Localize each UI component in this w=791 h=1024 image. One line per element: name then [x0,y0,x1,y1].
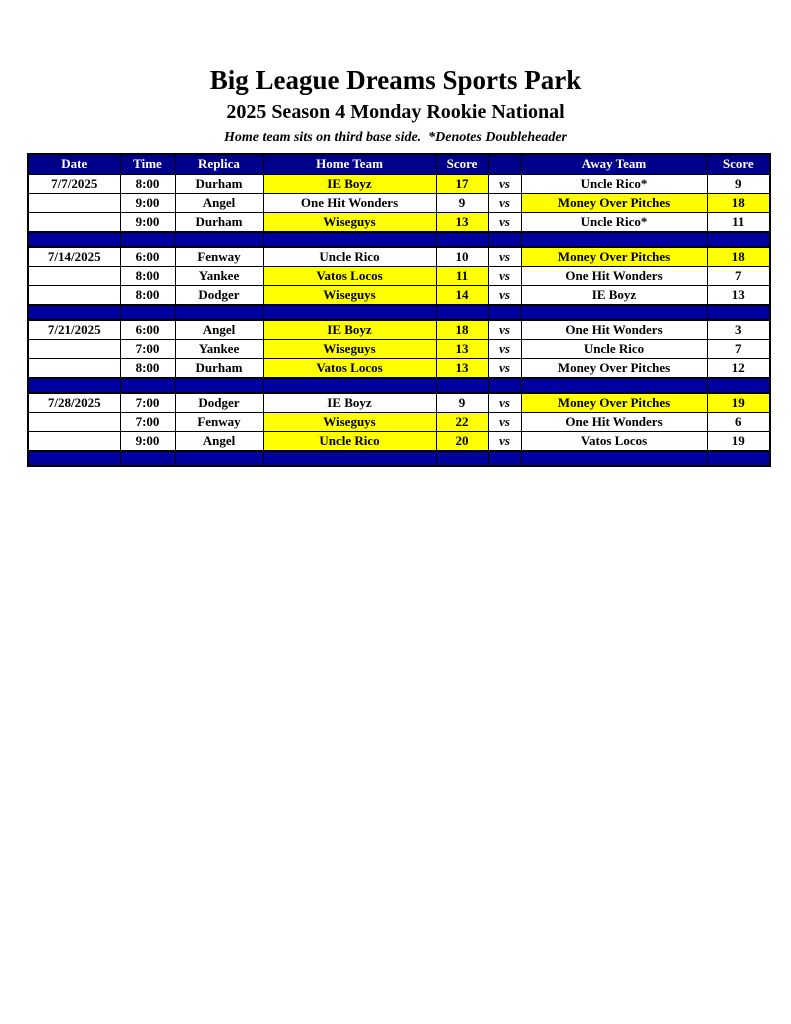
time-cell: 9:00 [120,431,175,451]
separator-row [28,451,770,466]
column-header-replica: Replica [175,154,263,175]
away-team-cell: Uncle Rico* [521,174,707,193]
replica-cell: Dodger [175,285,263,305]
vs-cell: vs [488,431,521,451]
time-cell: 7:00 [120,412,175,431]
vs-cell: vs [488,285,521,305]
separator-cell [436,451,488,466]
away-score-cell: 7 [707,266,770,285]
game-row-7-28-2025-1 [28,412,770,431]
replica-cell: Yankee [175,339,263,358]
separator-cell [707,305,770,320]
away-score-cell: 13 [707,285,770,305]
time-cell: 9:00 [120,193,175,212]
vs-cell: vs [488,247,521,267]
separator-cell [521,305,707,320]
away-team-cell: Uncle Rico [521,339,707,358]
away-score-cell: 11 [707,212,770,232]
home-team-cell: One Hit Wonders [263,193,436,212]
game-row-7-14-2025-2 [28,285,770,305]
date-cell: 7/21/2025 [28,320,120,340]
separator-cell [263,305,436,320]
separator-cell [263,451,436,466]
home-team-cell: Wiseguys [263,339,436,358]
game-row-7-14-2025-0 [28,247,770,267]
away-team-cell: Money Over Pitches [521,358,707,378]
date-cell [28,339,120,358]
table-header-row [28,154,770,175]
column-header-home-team: Home Team [263,154,436,175]
away-score-cell: 19 [707,431,770,451]
separator-row [28,232,770,247]
away-team-cell: One Hit Wonders [521,412,707,431]
home-score-cell: 11 [436,266,488,285]
away-score-cell: 18 [707,247,770,267]
vs-cell: vs [488,412,521,431]
date-cell: 7/28/2025 [28,393,120,413]
away-team-cell: Uncle Rico* [521,212,707,232]
away-score-cell: 19 [707,393,770,413]
vs-cell: vs [488,320,521,340]
separator-cell [707,232,770,247]
home-team-cell: Uncle Rico [263,431,436,451]
replica-cell: Durham [175,174,263,193]
date-cell [28,431,120,451]
vs-cell: vs [488,174,521,193]
separator-cell [521,232,707,247]
column-header-vs [488,154,521,175]
separator-row [28,305,770,320]
separator-cell [521,378,707,393]
separator-cell [175,451,263,466]
separator-cell [436,232,488,247]
home-score-cell: 22 [436,412,488,431]
home-team-cell: Uncle Rico [263,247,436,267]
home-team-cell: IE Boyz [263,393,436,413]
home-score-cell: 10 [436,247,488,267]
separator-cell [488,232,521,247]
game-row-7-28-2025-0 [28,393,770,413]
replica-cell: Angel [175,193,263,212]
date-cell: 7/7/2025 [28,174,120,193]
separator-cell [488,378,521,393]
page-note: Home team sits on third base side. *Denotes Doubleheader [224,129,567,145]
away-score-cell: 6 [707,412,770,431]
home-score-cell: 17 [436,174,488,193]
page-subtitle: 2025 Season 4 Monday Rookie National [226,100,565,123]
game-row-7-28-2025-2 [28,431,770,451]
replica-cell: Yankee [175,266,263,285]
game-row-7-7-2025-1 [28,193,770,212]
time-cell: 8:00 [120,285,175,305]
column-header-date: Date [28,154,120,175]
away-team-cell: One Hit Wonders [521,320,707,340]
separator-cell [436,378,488,393]
separator-cell [175,232,263,247]
replica-cell: Durham [175,358,263,378]
time-cell: 9:00 [120,212,175,232]
separator-cell [28,305,120,320]
game-row-7-21-2025-1 [28,339,770,358]
away-score-cell: 18 [707,193,770,212]
separator-cell [120,232,175,247]
away-score-cell: 9 [707,174,770,193]
vs-cell: vs [488,393,521,413]
away-team-cell: Money Over Pitches [521,247,707,267]
date-cell [28,358,120,378]
vs-cell: vs [488,193,521,212]
title-block [0,0,791,146]
home-team-cell: Vatos Locos [263,358,436,378]
home-team-cell: IE Boyz [263,174,436,193]
schedule-table [27,153,771,467]
away-score-cell: 3 [707,320,770,340]
game-row-7-21-2025-2 [28,358,770,378]
vs-cell: vs [488,266,521,285]
vs-cell: vs [488,212,521,232]
game-row-7-14-2025-1 [28,266,770,285]
home-team-cell: Wiseguys [263,212,436,232]
home-score-cell: 9 [436,193,488,212]
separator-cell [175,305,263,320]
separator-cell [28,232,120,247]
date-cell [28,285,120,305]
separator-cell [28,378,120,393]
home-score-cell: 9 [436,393,488,413]
separator-cell [263,378,436,393]
date-cell [28,193,120,212]
vs-cell: vs [488,358,521,378]
replica-cell: Angel [175,320,263,340]
away-score-cell: 12 [707,358,770,378]
home-team-cell: Wiseguys [263,285,436,305]
home-score-cell: 20 [436,431,488,451]
date-cell [28,266,120,285]
separator-cell [488,451,521,466]
home-score-cell: 13 [436,358,488,378]
replica-cell: Durham [175,212,263,232]
time-cell: 6:00 [120,320,175,340]
time-cell: 7:00 [120,339,175,358]
separator-cell [175,378,263,393]
time-cell: 8:00 [120,358,175,378]
home-score-cell: 14 [436,285,488,305]
date-cell [28,212,120,232]
home-team-cell: IE Boyz [263,320,436,340]
date-cell [28,412,120,431]
replica-cell: Angel [175,431,263,451]
separator-cell [436,305,488,320]
time-cell: 7:00 [120,393,175,413]
away-team-cell: IE Boyz [521,285,707,305]
page-title: Big League Dreams Sports Park [209,65,582,95]
separator-cell [120,378,175,393]
separator-cell [707,378,770,393]
time-cell: 6:00 [120,247,175,267]
game-row-7-7-2025-2 [28,212,770,232]
replica-cell: Fenway [175,247,263,267]
column-header-away-team: Away Team [521,154,707,175]
home-score-cell: 13 [436,212,488,232]
separator-cell [120,451,175,466]
separator-cell [488,305,521,320]
date-cell: 7/14/2025 [28,247,120,267]
home-team-cell: Vatos Locos [263,266,436,285]
column-header-time: Time [120,154,175,175]
replica-cell: Fenway [175,412,263,431]
separator-cell [521,451,707,466]
away-team-cell: Money Over Pitches [521,193,707,212]
time-cell: 8:00 [120,174,175,193]
column-header-away-score: Score [707,154,770,175]
separator-cell [28,451,120,466]
schedule-body [28,174,770,466]
away-team-cell: One Hit Wonders [521,266,707,285]
separator-cell [263,232,436,247]
game-row-7-21-2025-0 [28,320,770,340]
away-team-cell: Vatos Locos [521,431,707,451]
home-score-cell: 18 [436,320,488,340]
time-cell: 8:00 [120,266,175,285]
separator-cell [120,305,175,320]
away-team-cell: Money Over Pitches [521,393,707,413]
separator-row [28,378,770,393]
away-score-cell: 7 [707,339,770,358]
home-score-cell: 13 [436,339,488,358]
separator-cell [707,451,770,466]
vs-cell: vs [488,339,521,358]
replica-cell: Dodger [175,393,263,413]
column-header-home-score: Score [436,154,488,175]
home-team-cell: Wiseguys [263,412,436,431]
game-row-7-7-2025-0 [28,174,770,193]
